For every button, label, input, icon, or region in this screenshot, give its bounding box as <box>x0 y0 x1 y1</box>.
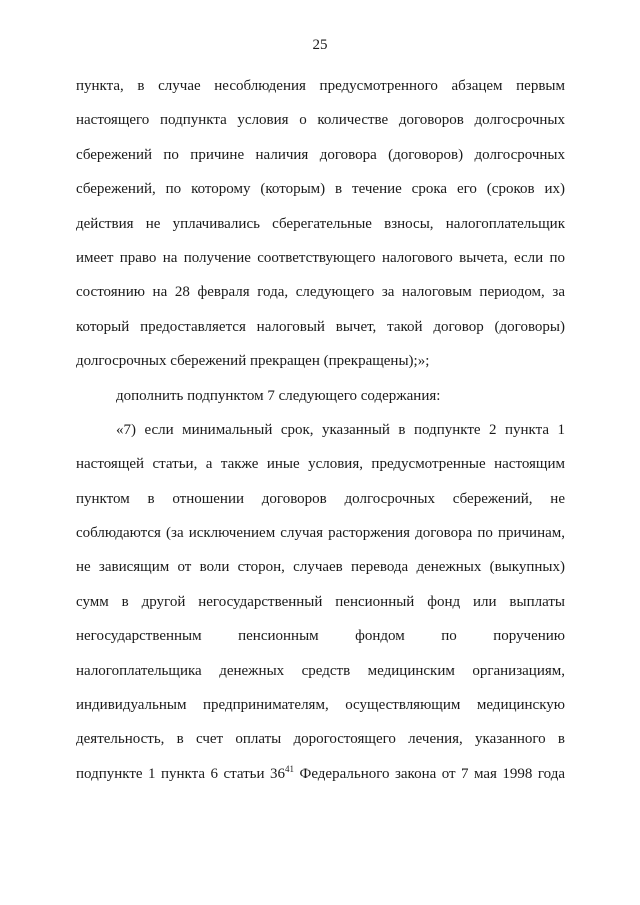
text-line: настоящей статьи, а также иные условия, предусмотренные настоящим <box>76 456 565 473</box>
text-line: настоящего подпункта условия о количестве договоров долгосрочных <box>76 112 565 129</box>
paragraph-3 <box>76 413 565 791</box>
text-line: состоянию на 28 февраля года, следующего за налоговым периодом, за <box>76 284 565 301</box>
text-line: сумм в другой негосударственный пенсионный фонд или выплаты <box>76 593 565 610</box>
paragraph-2 <box>76 379 565 413</box>
document-body <box>76 69 565 791</box>
text-line: долгосрочных сбережений прекращен (прекращены);»; <box>76 353 430 370</box>
superscript: 41 <box>285 763 295 774</box>
text-line: негосударственным пенсионным фондом по поручению <box>76 628 565 645</box>
text-line: сбережений по причине наличия договора (договоров) долгосрочных <box>76 146 565 163</box>
text-line: пунктом в отношении договоров долгосрочных сбережений, не <box>76 490 565 507</box>
text-line: «7) если минимальный срок, указанный в подпункте 2 пункта 1 <box>116 421 565 438</box>
text-fragment: Федерального закона от 7 мая 1998 года <box>294 765 565 782</box>
text-line: пункта, в случае несоблюдения предусмотренного абзацем первым <box>76 78 565 94</box>
text-line: деятельность, в счет оплаты дорогостоящего лечения, указанного в <box>76 731 565 748</box>
text-line: налогоплательщика денежных средств медицинским организациям, <box>76 662 565 679</box>
paragraph-1 <box>76 69 565 379</box>
text-line-final <box>76 757 565 791</box>
text-line: имеет право на получение соответствующего налогового вычета, если по <box>76 249 565 266</box>
text-line: соблюдаются (за исключением случая расторжения договора по причинам, <box>76 525 565 542</box>
text-line: дополнить подпунктом 7 следующего содержания: <box>116 387 441 404</box>
text-line: сбережений, по которому (которым) в течение срока его (сроков их) <box>76 181 565 198</box>
text-line: не зависящим от воли сторон, случаев перевода денежных (выкупных) <box>76 559 565 576</box>
text-line: индивидуальным предпринимателям, осуществляющим медицинскую <box>76 697 565 714</box>
text-fragment: подпункте 1 пункта 6 статьи 36 <box>76 765 286 782</box>
text-line: который предоставляется налоговый вычет, такой договор (договоры) <box>76 318 565 335</box>
text-line: действия не уплачивались сберегательные взносы, налогоплательщик <box>76 215 565 232</box>
page-number: 25 <box>312 37 328 53</box>
